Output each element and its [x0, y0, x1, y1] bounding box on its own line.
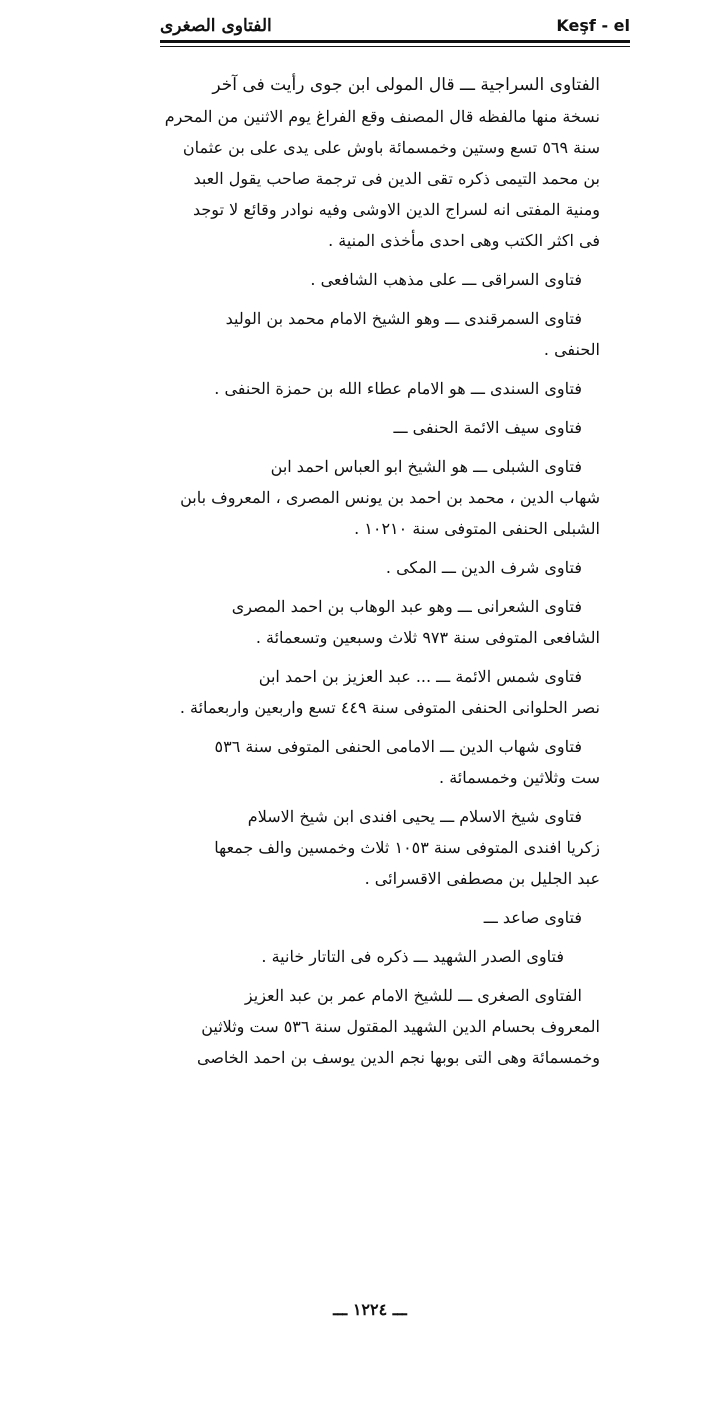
- entry: [160, 661, 600, 723]
- entry-text-line: بن محمد التيمى ذكره تقى الدين فى ترجمة صاحب يقول العبد: [193, 169, 600, 188]
- entry-heading-line: فتاوى الصدر الشهيد ـــ ذكره فى التاتار خانية .: [261, 947, 564, 966]
- entry-text-line: الشبلى الحنفى المتوفى سنة ١٠٢١٠ .: [354, 519, 600, 538]
- entry-heading-line: فتاوى شرف الدين ـــ المكى .: [385, 558, 582, 577]
- entry-heading-line: فتاوى شيخ الاسلام ـــ يحيى افندى ابن شيخ الاسلام: [247, 807, 582, 826]
- entry-text-line: شهاب الدين ، محمد بن احمد بن يونس المصرى ، المعروف بابن: [180, 488, 600, 507]
- running-header: [160, 12, 630, 40]
- entry-heading-line: فتاوى السندى ـــ هو الامام عطاء الله بن حمزة الحنفى .: [214, 379, 582, 398]
- header-rule-thin: [160, 46, 630, 47]
- entry: [160, 902, 600, 933]
- entries-body: [160, 70, 600, 1081]
- entry-text-line: وخمسمائة وهى التى بوبها نجم الدين يوسف بن احمد الخاصى: [196, 1048, 600, 1067]
- entry-text-line: المعروف بحسام الدين الشهيد المقتول سنة ٥٣٦ ست وثلاثين: [201, 1017, 600, 1036]
- entry: [160, 591, 600, 653]
- entry-heading-line: فتاوى سيف الائمة الحنفى ـــ: [393, 418, 582, 437]
- entry: [160, 941, 600, 972]
- entry: [160, 264, 600, 295]
- entry-text-line: زكريا افندى المتوفى سنة ١٠٥٣ ثلاث وخمسين والف جمعها: [214, 838, 600, 857]
- entry-text-line: الشافعى المتوفى سنة ٩٧٣ ثلاث وسبعين وتسعمائة .: [255, 628, 600, 647]
- entry-heading-line: فتاوى السمرقندى ـــ وهو الشيخ الامام محمد بن الوليد: [225, 309, 582, 328]
- entry: [160, 70, 600, 256]
- entry: [160, 801, 600, 894]
- running-title-arabic: الفتاوى الصغرى: [160, 16, 272, 36]
- entry-heading-line: الفتاوى السراجية ـــ قال المولى ابن جوى رأيت فى آخر: [212, 75, 600, 95]
- entry-text-line: نصر الحلوانى الحنفى المتوفى سنة ٤٤٩ تسع واربعين واربعمائة .: [179, 698, 600, 717]
- entry-text-line: فى اكثر الكتب وهى احدى مأخذى المنية .: [328, 231, 600, 250]
- page-number: ـــ ١٢٢٤ ـــ: [333, 1300, 407, 1319]
- entry-text-line: ست وثلاثين وخمسمائة .: [439, 768, 600, 787]
- running-title-latin: Keşf - el: [556, 16, 630, 35]
- entry-text-line: عبد الجليل بن مصطفى الاقسرائى .: [364, 869, 600, 888]
- entry: [160, 451, 600, 544]
- entry-text-line: سنة ٥٦٩ تسع وستين وخمسمائة باوش على يدى على بن عثمان: [182, 138, 600, 157]
- entry: [160, 731, 600, 793]
- entry: [160, 303, 600, 365]
- entry-heading-line: فتاوى الشبلى ـــ هو الشيخ ابو العباس احمد ابن: [270, 457, 582, 476]
- entry-heading-line: فتاوى الشعرانى ـــ وهو عبد الوهاب بن احمد المصرى: [231, 597, 582, 616]
- entry-heading-line: فتاوى شمس الائمة ـــ ... عبد العزيز بن احمد ابن: [258, 667, 582, 686]
- entry: [160, 552, 600, 583]
- entry-heading-line: فتاوى صاعد ـــ: [483, 908, 582, 927]
- entry-heading-line: فتاوى شهاب الدين ـــ الامامى الحنفى المتوفى سنة ٥٣٦: [214, 737, 582, 756]
- entry: [160, 412, 600, 443]
- entry-heading-line: فتاوى السراقى ـــ على مذهب الشافعى .: [310, 270, 582, 289]
- entry: [160, 373, 600, 404]
- entry-text-line: ومنية المفتى انه لسراج الدين الاوشى وفيه نوادر وقائع لا توجد: [193, 200, 600, 219]
- entry-heading-line: الفتاوى الصغرى ـــ للشيخ الامام عمر بن عبد العزيز: [244, 986, 582, 1005]
- entry-text-line: نسخة منها مالفظه قال المصنف وقع الفراغ يوم الاثنين من المحرم: [164, 107, 600, 126]
- entry: [160, 980, 600, 1073]
- entry-text-line: الحنفى .: [543, 340, 600, 359]
- header-rule-thick: [160, 40, 630, 43]
